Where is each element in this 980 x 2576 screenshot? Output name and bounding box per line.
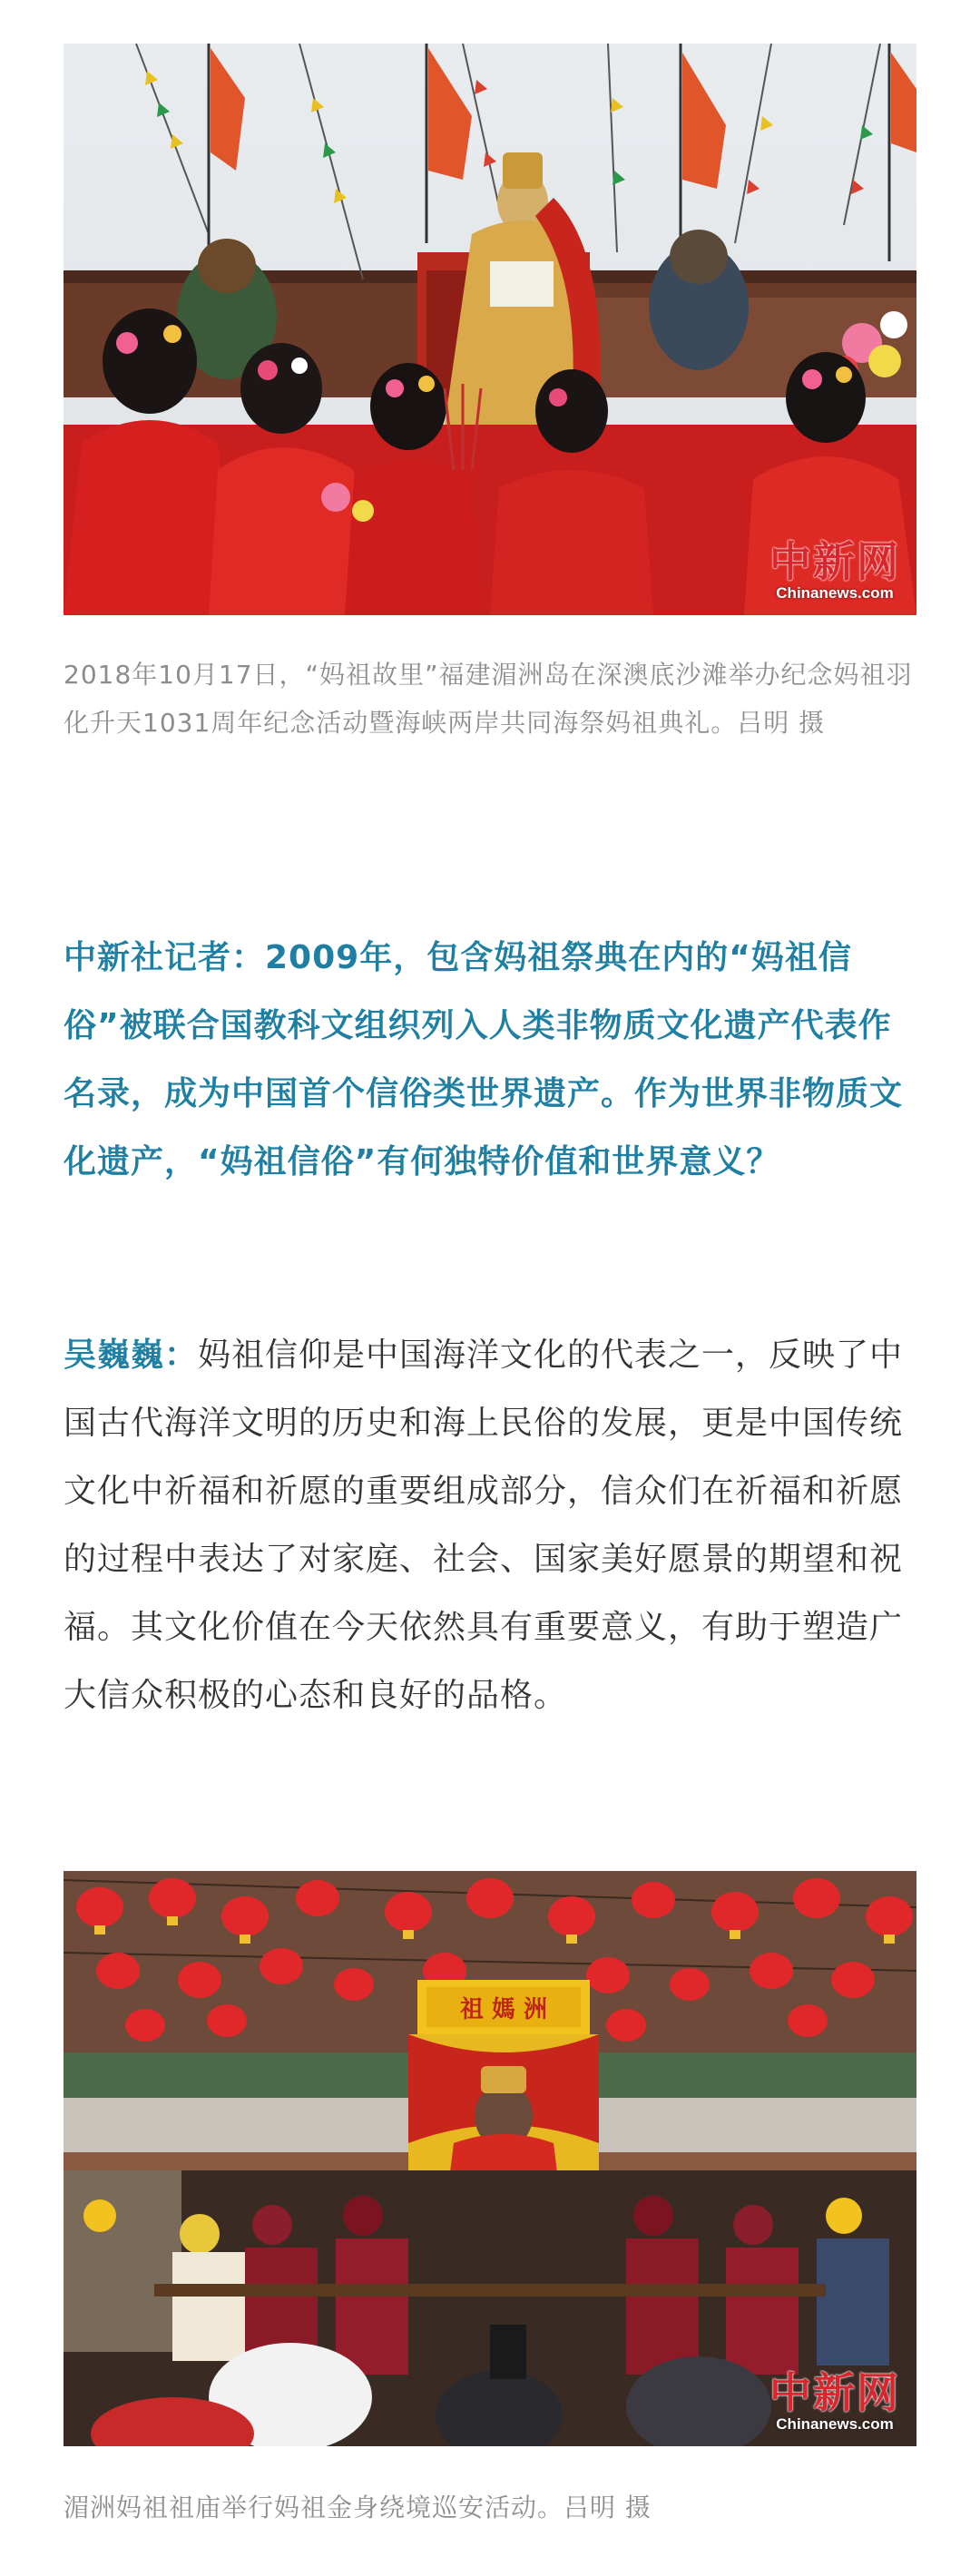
watermark-en: Chinanews.com bbox=[776, 2415, 894, 2433]
procession-photo[interactable] bbox=[64, 1871, 916, 2446]
sedan-sign: 祖 媽 洲 bbox=[459, 1996, 548, 2023]
photo-caption-2: 湄洲妈祖祖庙举行妈祖金身绕境巡安活动。吕明 摄 bbox=[64, 2493, 652, 2522]
chinanews-watermark bbox=[769, 539, 900, 602]
chinanews-watermark bbox=[769, 2370, 900, 2434]
ceremony-photo-illustration bbox=[64, 44, 916, 615]
watermark-cn: 中新网 bbox=[769, 537, 900, 586]
answer-text: 妈祖信仰是中国海洋文化的代表之一，反映了中国古代海洋文明的历史和海上民俗的发展，更是中国传统文化中祈福和祈愿的重要组成部分，信众们在祈福和祈愿的过程中表达了对家庭、社会、国家美好愿景的期望和祝福。其文化价值在今天依然具有重要意义，有助于塑造广大信众积极的心态和良好的品格。 bbox=[64, 1337, 904, 1714]
interview-answer bbox=[64, 1321, 921, 1729]
photo-caption-1: 2018年10月17日，“妈祖故里”福建湄洲岛在深澳底沙滩举办纪念妈祖羽化升天1031周年纪念活动暨海峡两岸共同海祭妈祖典礼。吕明 摄 bbox=[64, 660, 913, 738]
watermark-en: Chinanews.com bbox=[776, 584, 894, 602]
interview-question: 中新社记者：2009年，包含妈祖祭典在内的“妈祖信俗”被联合国教科文组织列入人类非物质文化遗产代表作名录，成为中国首个信俗类世界遗产。作为世界非物质文化遗产，“妈祖信俗”有何独特价值和世界意义？ bbox=[64, 939, 904, 1180]
ceremony-photo[interactable] bbox=[64, 44, 916, 615]
procession-photo-illustration bbox=[64, 1871, 916, 2446]
answer-speaker: 吴巍巍： bbox=[64, 1337, 199, 1374]
watermark-cn: 中新网 bbox=[769, 2368, 900, 2417]
